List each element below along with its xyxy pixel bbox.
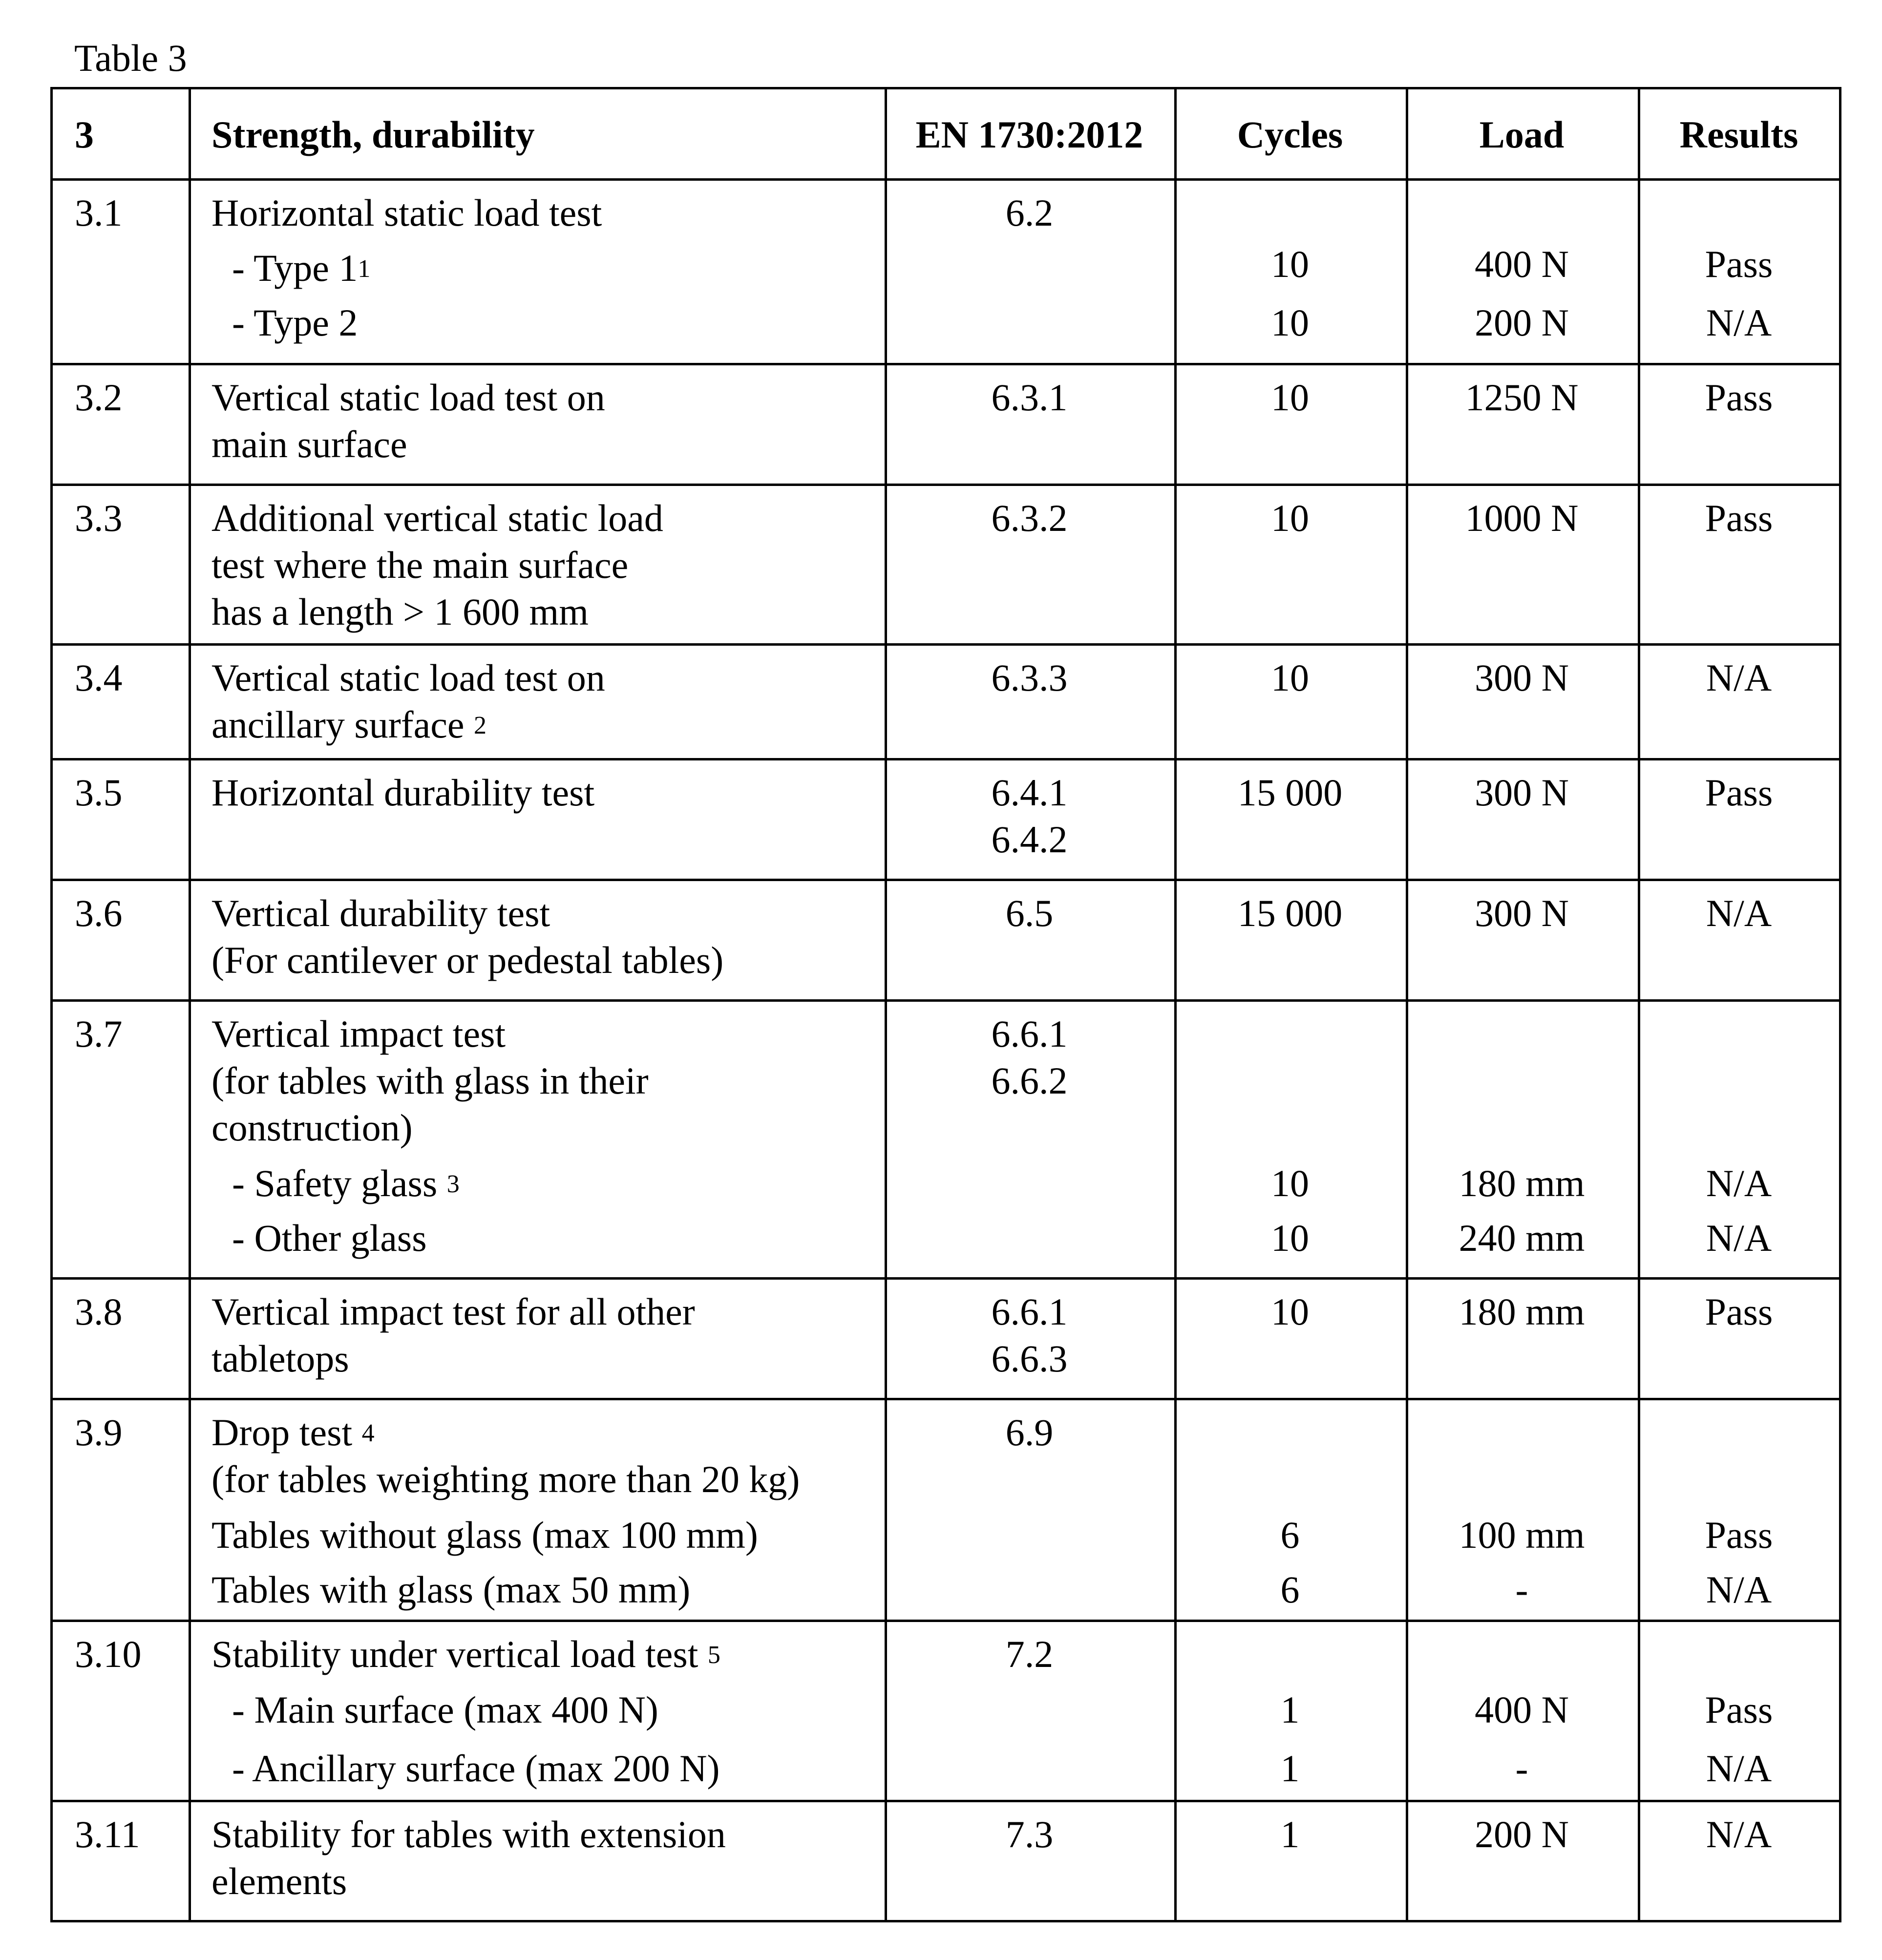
row-description: Vertical durability test (For cantilever or pedestal tables) [211,892,724,981]
sub-item-label: - Ancillary surface (max 200 N) [232,1747,720,1790]
row-result: Pass [1705,771,1773,814]
row-clause: 6.9 [1005,1411,1054,1454]
footnote-marker: 4 [361,1419,375,1447]
row-cycles: 10 [1271,1162,1309,1204]
row-number: 3.7 [75,1012,123,1055]
row-divider [53,484,1839,486]
row-description-line2: (for tables weighting more than 20 kg) [211,1458,800,1500]
row-load: - [1515,1747,1528,1790]
header-number: 3 [75,113,94,156]
row-divider [53,999,1839,1002]
row-result: Pass [1705,1290,1773,1333]
footnote-marker: 1 [358,255,371,283]
row-clause: 6.5 [1005,892,1054,934]
row-cycles: 15 000 [1237,892,1343,934]
row-result: Pass [1705,1514,1773,1556]
row-number: 3.4 [75,656,123,699]
row-number: 3.6 [75,892,123,934]
header-cycles: Cycles [1237,113,1343,156]
header-title: Strength, durability [211,113,535,156]
sub-item-label: Tables without glass (max 100 mm) [211,1514,758,1556]
row-result: Pass [1705,376,1773,419]
row-description: Vertical static load test on main surface [211,376,605,465]
row-load: 400 N [1475,1688,1569,1731]
row-divider [53,1398,1839,1400]
row-cycles: 10 [1271,376,1309,419]
row-result: N/A [1706,1217,1772,1259]
sub-item-label: Tables with glass (max 50 mm) [211,1568,691,1611]
row-cycles: 10 [1271,1290,1309,1333]
row-load: 180 mm [1459,1290,1585,1333]
row-number: 3.1 [75,191,123,234]
row-load: 300 N [1475,771,1569,814]
row-load: 180 mm [1459,1162,1585,1204]
row-result: N/A [1706,656,1772,699]
row-number: 3.2 [75,376,123,419]
row-cycles: 15 000 [1237,771,1343,814]
row-result: Pass [1705,497,1773,539]
sub-item-label: - Type $1^1$ [232,247,371,289]
header-load: Load [1479,113,1565,156]
row-divider [53,643,1839,646]
row-cycles: 10 [1271,656,1309,699]
row-cycles: 6 [1280,1568,1300,1611]
row-load: 1000 N [1465,497,1579,539]
row-result: N/A [1706,892,1772,934]
row-result: N/A [1706,1813,1772,1855]
row-load: 100 mm [1459,1514,1585,1556]
row-load: 1250 N [1465,376,1579,419]
row-description: Horizontal static load test [211,191,602,234]
row-description: Vertical static load test on [211,656,605,699]
sub-item-label: - Safety glass $^3$ [232,1162,460,1204]
row-load: 300 N [1475,892,1569,934]
footnote-marker: 2 [474,712,487,739]
row-cycles: 10 [1271,1217,1309,1259]
row-clause: 6.3.3 [991,656,1068,699]
row-number: 3.10 [75,1633,142,1675]
row-cycles: 1 [1280,1747,1300,1790]
footnote-marker: 3 [446,1170,460,1198]
row-clause: 6.6.1 6.6.3 [991,1290,1068,1380]
row-load: 200 N [1475,1813,1569,1855]
row-divider [53,879,1839,881]
row-number: 3.9 [75,1411,123,1454]
row-clause: 6.4.1 6.4.2 [991,771,1068,861]
row-description: Additional vertical static load test where the main surface has a length > 1 600 mm [211,497,663,633]
row-number: 3.5 [75,771,123,814]
row-clause: 6.3.1 [991,376,1068,419]
sub-item-label: - Main surface (max 400 N) [232,1688,658,1731]
row-description: Horizontal durability test [211,771,595,814]
row-result: Pass [1705,243,1773,285]
row-cycles: 10 [1271,497,1309,539]
row-divider [53,178,1839,181]
row-number: 3.8 [75,1290,123,1333]
row-cycles: 1 [1280,1688,1300,1731]
row-clause: 6.2 [1005,191,1054,234]
row-result: N/A [1706,1568,1772,1611]
row-cycles: 1 [1280,1813,1300,1855]
row-cycles: 10 [1271,301,1309,344]
sub-item-label: - Other glass [232,1217,427,1259]
row-number: 3.11 [75,1813,140,1855]
header-standard: EN 1730:2012 [915,113,1143,156]
row-result: Pass [1705,1688,1773,1731]
row-divider [53,758,1839,760]
header-results: Results [1679,113,1798,156]
row-load: - [1515,1568,1528,1611]
row-load: 300 N [1475,656,1569,699]
test-results-table [50,87,1841,1922]
row-clause: 6.6.1 6.6.2 [991,1012,1068,1102]
sub-item-label: - Type 2 [232,301,358,344]
row-number: 3.3 [75,497,123,539]
row-divider [53,363,1839,365]
row-result: N/A [1706,1162,1772,1204]
row-description: Stability for tables with extension elements [211,1813,726,1902]
row-result: N/A [1706,1747,1772,1790]
row-load: 200 N [1475,301,1569,344]
row-divider [53,1620,1839,1622]
row-result: N/A [1706,301,1772,344]
row-description: Stability under vertical load test $^5$ [211,1633,720,1675]
row-divider [53,1800,1839,1802]
footnote-marker: 5 [707,1641,720,1669]
row-load: 400 N [1475,243,1569,285]
table-caption: Table 3 [74,37,187,79]
row-description: Drop test $^4$ [211,1411,375,1454]
row-cycles: 10 [1271,243,1309,285]
row-description: Vertical impact test for all other tabletops [211,1290,695,1380]
row-clause: 6.3.2 [991,497,1068,539]
row-clause: 7.2 [1005,1633,1054,1675]
row-cycles: 6 [1280,1514,1300,1556]
row-description-line2: ancillary surface $^2$ [211,703,487,746]
row-clause: 7.3 [1005,1813,1054,1855]
row-description: Vertical impact test (for tables with glass in their construction) [211,1012,649,1149]
row-load: 240 mm [1459,1217,1585,1259]
row-divider [53,1277,1839,1280]
